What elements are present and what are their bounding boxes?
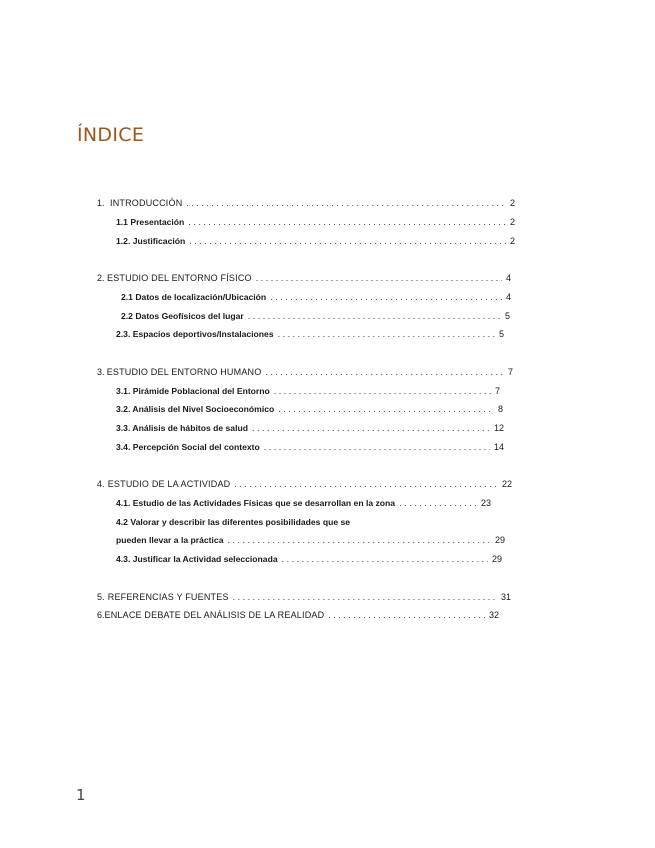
dot-leader <box>399 496 477 510</box>
toc-entry-label: 4.1. Estudio de las Actividades Físicas que se desarrollan en la zona <box>116 498 396 508</box>
toc-entry-actividad[interactable] <box>97 477 512 491</box>
toc-entry-label: ENLACE DEBATE DEL ANÁLISIS DE LA REALIDAD <box>104 610 325 620</box>
toc-entry-page: 7 <box>494 386 500 396</box>
dot-leader <box>188 215 506 229</box>
toc-entry-piramide[interactable] <box>116 384 500 398</box>
toc-entry-page: 14 <box>493 442 504 452</box>
toc-entry-entorno-fisico[interactable] <box>97 271 511 285</box>
toc-entry-page: 12 <box>493 423 504 433</box>
toc-entry-label: ESTUDIO DEL ENTORNO HUMANO <box>106 367 262 377</box>
dot-leader <box>282 552 488 566</box>
dot-leader <box>270 290 502 304</box>
dot-leader <box>233 590 497 604</box>
toc-entry-justificacion[interactable] <box>116 234 515 248</box>
toc-entry-number: 2. <box>97 273 105 283</box>
toc-entry-introduccion[interactable] <box>97 196 515 210</box>
toc-entry-page: 2 <box>509 236 515 246</box>
toc-entry-label: 3.4. Percepción Social del contexto <box>116 442 260 452</box>
dot-leader <box>252 421 490 435</box>
toc-entry-page: 23 <box>480 498 491 508</box>
toc-entry-number: 6. <box>97 610 105 620</box>
toc-entry-page: 7 <box>507 367 513 377</box>
toc-entry-label: 4.2 Valorar y describir las diferentes posibilidades que se <box>116 517 351 527</box>
dot-leader <box>186 196 506 210</box>
toc-entry-socioeconomico[interactable] <box>116 402 503 416</box>
toc-entry-label: 1.2. Justificación <box>116 236 186 246</box>
toc-entry-number: 5. <box>97 592 105 602</box>
toc-entry-page: 22 <box>501 479 512 489</box>
toc-entry-label: REFERENCIAS Y FUENTES <box>107 592 229 602</box>
dot-leader <box>189 234 506 248</box>
toc-entry-referencias[interactable] <box>97 590 511 604</box>
toc-entry-label: 4.3. Justificar la Actividad seleccionada <box>116 554 278 564</box>
toc-entry-page: 5 <box>504 311 510 321</box>
toc-entry-page: 29 <box>494 535 505 545</box>
toc-entry-enlace-debate[interactable] <box>97 608 499 622</box>
toc-entry-label: 3.2. Análisis del Nivel Socioeconómico <box>116 404 275 414</box>
dot-leader <box>278 327 495 341</box>
toc-entry-valorar-describir[interactable] <box>116 515 416 529</box>
dot-leader <box>328 608 485 622</box>
toc-entry-page: 4 <box>505 273 511 283</box>
toc-entry-label: ESTUDIO DE LA ACTIVIDAD <box>107 479 231 489</box>
toc-entry-espacios-deportivos[interactable] <box>116 327 504 341</box>
toc-entry-habitos-salud[interactable] <box>116 421 504 435</box>
toc-entry-label: 1.1 Presentación <box>116 217 185 227</box>
toc-entry-number: 4. <box>97 479 105 489</box>
index-title: ÍNDICE <box>77 124 145 146</box>
toc-entry-number: 1. <box>97 198 105 208</box>
dot-leader <box>278 402 494 416</box>
toc-entry-label: ESTUDIO DEL ENTORNO FÍSICO <box>107 273 252 283</box>
toc-entry-label: 2.3. Espacios deportivos/Instalaciones <box>116 329 274 339</box>
toc-entry-page: 31 <box>500 592 511 602</box>
toc-entry-presentacion[interactable] <box>116 215 515 229</box>
toc-entry-label: 2.2 Datos Geofísicos del lugar <box>121 311 244 321</box>
dot-leader <box>256 271 502 285</box>
toc-entry-percepcion-social[interactable] <box>116 440 504 454</box>
toc-entry-llevar-practica[interactable] <box>116 533 505 547</box>
toc-entry-page: 32 <box>488 610 499 620</box>
dot-leader <box>234 477 498 491</box>
toc-entry-entorno-humano[interactable] <box>97 365 513 379</box>
dot-leader <box>265 365 504 379</box>
toc-entry-page: 5 <box>498 329 504 339</box>
dot-leader <box>227 533 491 547</box>
dot-leader <box>248 309 501 323</box>
toc-entry-label: INTRODUCCIÓN <box>110 198 183 208</box>
toc-entry-label: 3.3. Análisis de hábitos de salud <box>116 423 248 433</box>
toc-entry-justificar-actividad[interactable] <box>116 552 502 566</box>
toc-entry-number: 3. <box>97 367 105 377</box>
toc-entry-page: 2 <box>509 198 515 208</box>
toc-entry-page: 8 <box>497 404 503 414</box>
toc-entry-actividades-fisicas[interactable] <box>116 496 491 510</box>
dot-leader <box>264 440 490 454</box>
toc-entry-page: 29 <box>491 554 502 564</box>
toc-entry-label: pueden llevar a la práctica <box>116 535 224 545</box>
toc-entry-localizacion[interactable] <box>121 290 511 304</box>
toc-entry-label: 3.1. Pirámide Poblacional del Entorno <box>116 386 270 396</box>
toc-entry-label: 2.1 Datos de localización/Ubicación <box>121 292 267 302</box>
dot-leader <box>274 384 491 398</box>
page-number: 1 <box>76 786 86 804</box>
toc-entry-page: 4 <box>505 292 511 302</box>
toc-entry-page: 2 <box>509 217 515 227</box>
toc-entry-geofisicos[interactable] <box>121 309 510 323</box>
